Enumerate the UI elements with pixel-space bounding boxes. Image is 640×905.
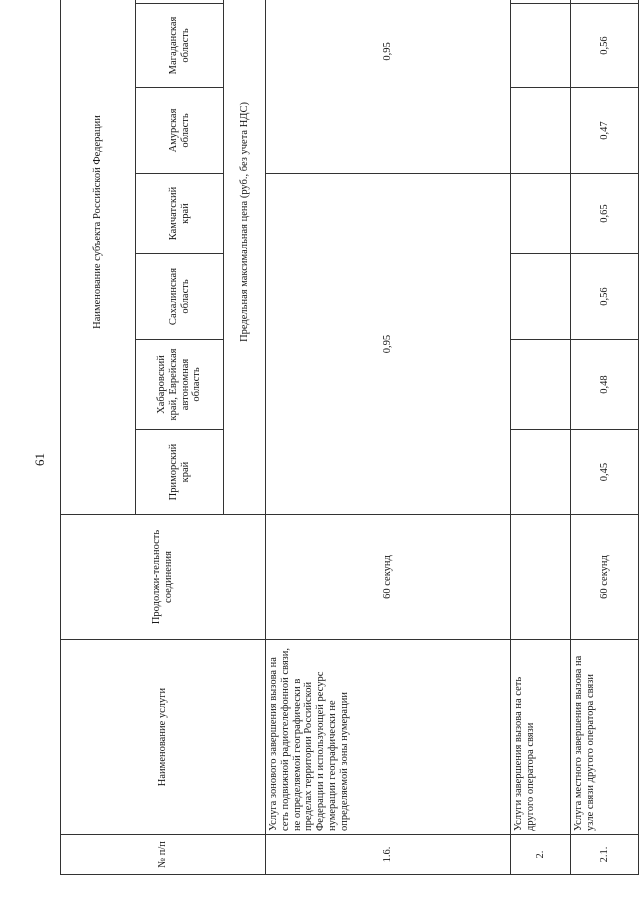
row-service: Услуга зонового завершения вызова на сеть подвижной радиотелефонной связи, не определяемой географически в пределах территории Российской Федерации и использующей ресурс нумерации географически не определяемой зоны нумерации xyxy=(266,640,511,835)
row-price-group-b: 0,95 xyxy=(266,0,511,174)
tariff-table xyxy=(60,0,639,875)
price-khabarovsk: 0,48 xyxy=(571,340,639,430)
price-amur: 0,47 xyxy=(571,88,639,174)
price-magadan: 0,56 xyxy=(571,4,639,88)
region-magadan: Магаданская область xyxy=(136,4,224,88)
price-sakhalin: 0,56 xyxy=(571,254,639,340)
row-duration xyxy=(511,515,571,640)
row-num: 2.1. xyxy=(571,835,639,875)
header-subject-group: Наименование субъекта Российской Федерации xyxy=(61,0,136,515)
header-service: Наименование услуги xyxy=(61,640,266,835)
table-row xyxy=(571,0,639,875)
row-price-group-a: 0,95 xyxy=(266,174,511,515)
table-row xyxy=(511,0,571,875)
region-khabarovsk: Хабаровский край, Еврейская автономная область xyxy=(136,340,224,430)
region-kamchatka: Камчатский край xyxy=(136,174,224,254)
header-duration: Продолжи-тельность соединения xyxy=(61,515,266,640)
tariff-table-rotated xyxy=(60,16,610,875)
row-service: Услуги завершения вызова на сеть другого оператора связи xyxy=(511,640,571,835)
header-num: № п/п xyxy=(61,835,266,875)
price-caption: Предельная максимальная цена (руб., без учета НДС) xyxy=(224,0,266,515)
price-kamchatka: 0,65 xyxy=(571,174,639,254)
row-duration: 60 секунд xyxy=(571,515,639,640)
region-primorsky: Приморский край xyxy=(136,430,224,515)
price-primorsky: 0,45 xyxy=(571,430,639,515)
row-num: 2. xyxy=(511,835,571,875)
table-row xyxy=(266,0,511,875)
page-number: 61 xyxy=(32,453,47,466)
price-sakha xyxy=(571,0,639,4)
region-amur: Амурская область xyxy=(136,88,224,174)
row-duration: 60 секунд xyxy=(266,515,511,640)
row-num: 1.6. xyxy=(266,835,511,875)
region-sakha xyxy=(136,0,224,4)
row-service: Услуга местного завершения вызова на узле связи другого оператора связи xyxy=(571,640,639,835)
region-sakhalin: Сахалинская область xyxy=(136,254,224,340)
